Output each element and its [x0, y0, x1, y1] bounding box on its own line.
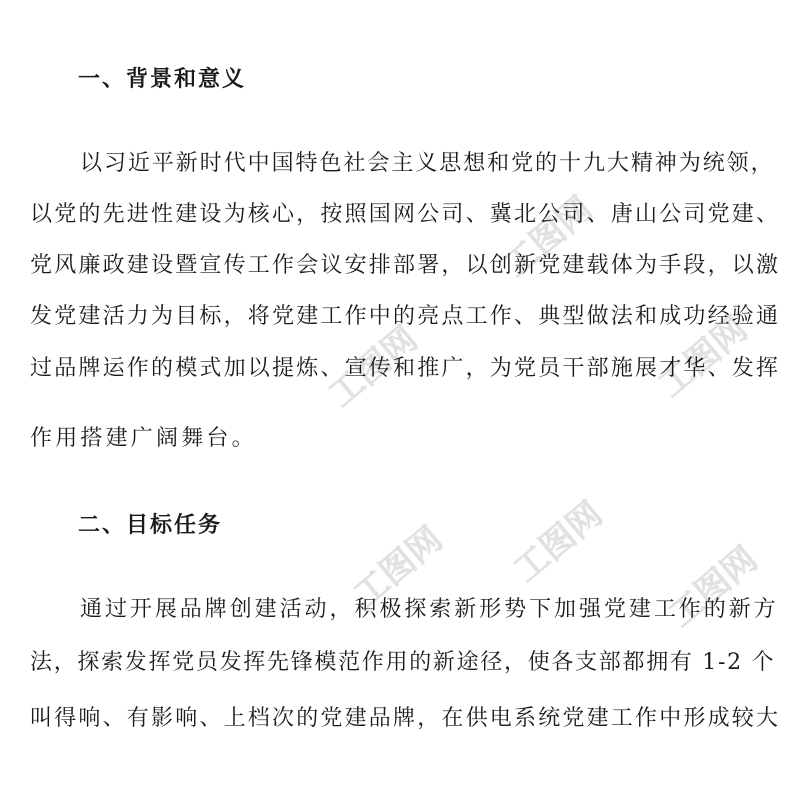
watermark-logo: 工图网	[651, 309, 756, 406]
watermark-logo: 工图网	[661, 539, 766, 636]
watermark-logo: 工图网	[346, 519, 451, 616]
section-heading-background: 一、背景和意义	[78, 66, 247, 92]
paragraph-line: 发党建活力为目标，将党建工作中的亮点工作、典型做法和成功经验通	[30, 304, 781, 329]
paragraph-line: 过品牌运作的模式加以提炼、宣传和推广，为党员干部施展才华、发挥	[30, 356, 781, 381]
paragraph-line: 作用搭建广阔舞台。	[30, 426, 257, 451]
watermark-logo: 工图网	[496, 189, 601, 286]
section-heading-goals: 二、目标任务	[78, 512, 223, 538]
paragraph-line: 以党的先进性建设为核心，按照国网公司、冀北公司、唐山公司党建、	[30, 202, 781, 227]
paragraph-line: 以习近平新时代中国特色社会主义思想和党的十九大精神为统领，	[80, 151, 775, 176]
paragraph-line: 党风廉政建设暨宣传工作会议安排部署，以创新党建载体为手段，以激	[30, 253, 781, 278]
paragraph-line: 叫得响、有影响、上档次的党建品牌，在供电系统党建工作中形成较大	[30, 706, 781, 731]
watermark-logo: 工图网	[506, 494, 611, 591]
paragraph-line: 通过开展品牌创建活动，积极探索新形势下加强党建工作的新方	[80, 597, 779, 622]
watermark-logo: 工图网	[321, 319, 426, 416]
paragraph-line: 法，探索发挥党员发挥先锋模范作用的新途径，使各支部都拥有 1-2 个	[30, 650, 776, 675]
